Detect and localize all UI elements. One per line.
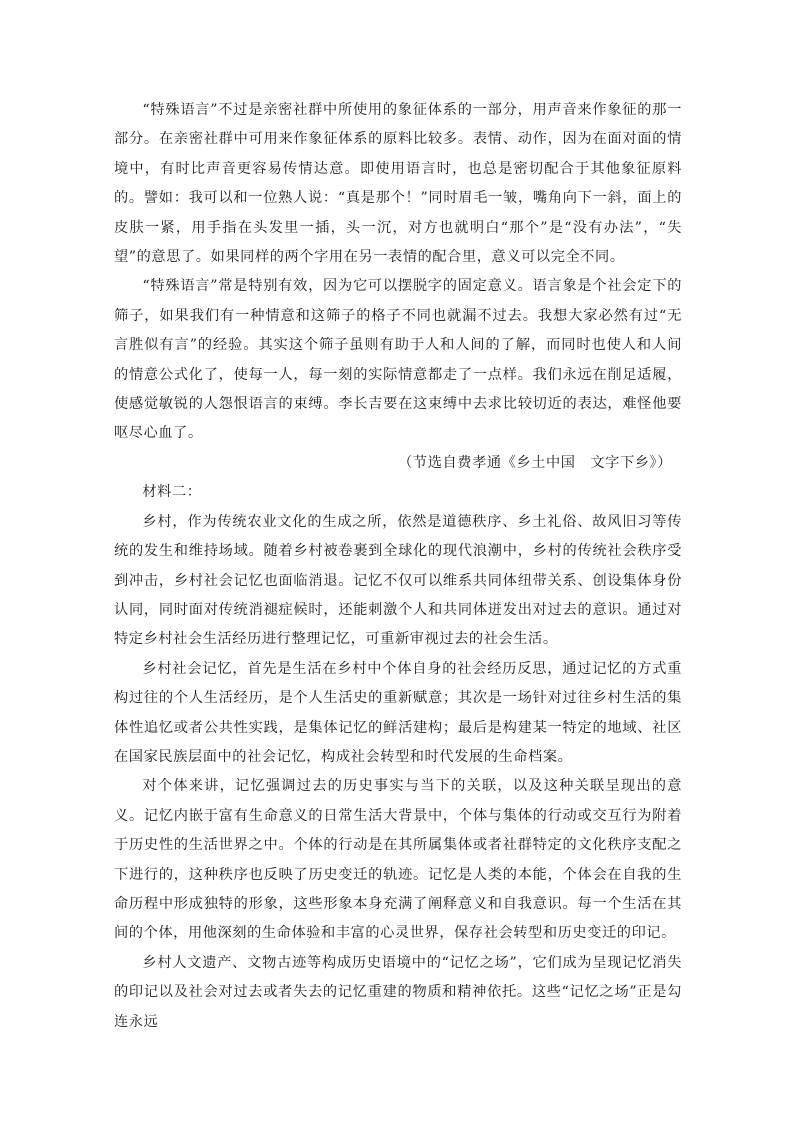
paragraph: 乡村社会记忆，首先是生活在乡村中个体自身的社会经历反思，通过记忆的方式重构过往的个人生活经历，是个人生活史的重新赋意；其次是一场针对过往乡村生活的集体性追忆或者公共性实践，是集体记忆的鲜活建构；最后是构建某一特定的地域、社区在国家民族层面中的社会记忆，构成社会转型和时代发展的生命档案。: [114, 660, 682, 765]
document-page: [114, 96, 682, 1037]
paragraph: 对个体来讲，记忆强调过去的历史事实与当下的关联，以及这种关联呈现出的意义。记忆内嵌于富有生命意义的日常生活大背景中，个体与集体的行动或交互行为附着于历史性的生活世界之中。个体的行动是在其所属集体或者社群特定的文化秩序支配之下进行的，这种秩序也反映了历史变迁的轨迹。记忆是人类的本能，个体会在自我的生命历程中形成独特的形象，这些形象本身充满了阐释意义和自我意识。每一个生活在其间的个体，用他深刻的生命体验和丰富的心灵世界，保存社会转型和历史变迁的印记。: [114, 778, 682, 942]
paragraph: “特殊语言”常是特别有效，因为它可以摆脱字的固定意义。语言象是个社会定下的筛子，如果我们有一种情意和这筛子的格子不同也就漏不过去。我想大家必然有过“无言胜似有言”的经验。其实这个筛子虽则有助于人和人间的了解，而同时也使人和人间的情意公式化了，使每一人，每一刻的实际情意都走了一点样。我们永远在削足适履，使感觉敏锐的人怨恨语言的束缚。李长吉要在这束缚中去求比较切近的表达，难怪他要呕尽心血了。: [114, 278, 682, 442]
paragraph: 乡村人文遗产、文物古迹等构成历史语境中的“记忆之场”，它们成为呈现记忆消失的印记以及社会对过去或者失去的记忆重建的物质和精神依托。这些“记忆之场”正是勾连永远: [114, 954, 682, 1030]
paragraph: “特殊语言”不过是亲密社群中所使用的象征体系的一部分，用声音来作象征的那一部分。在亲密社群中可用来作象征体系的原料比较多。表情、动作，因为在面对面的情境中，有时比声音更容易传情达意。即使用语言时，也总是密切配合于其他象征原料的。譬如：我可以和一位熟人说：“真是那个！”同时眉毛一皱，嘴角向下一斜，面上的皮肤一紧，用手指在头发里一插，头一沉，对方也就明白“那个”是“没有办法”，“失望”的意思了。如果同样的两个字用在另一表情的配合里，意义可以完全不同。: [114, 102, 682, 266]
section-heading: 材料二：: [142, 484, 202, 501]
paragraph: 乡村，作为传统农业文化的生成之所，依然是道德秩序、乡土礼俗、故风旧习等传统的发生和维持场域。随着乡村被卷裹到全球化的现代浪潮中，乡村的传统社会秩序受到冲击，乡村社会记忆也面临消退。记忆不仅可以维系共同体纽带关系、创设集体身份认同，同时面对传统消褪症候时，还能刺激个人和共同体迸发出对过去的意识。通过对特定乡村社会生活经历进行整理记忆，可重新审视过去的社会生活。: [114, 513, 682, 648]
source-citation: （节选自费孝通《乡土中国 文字下乡》）: [398, 454, 672, 471]
